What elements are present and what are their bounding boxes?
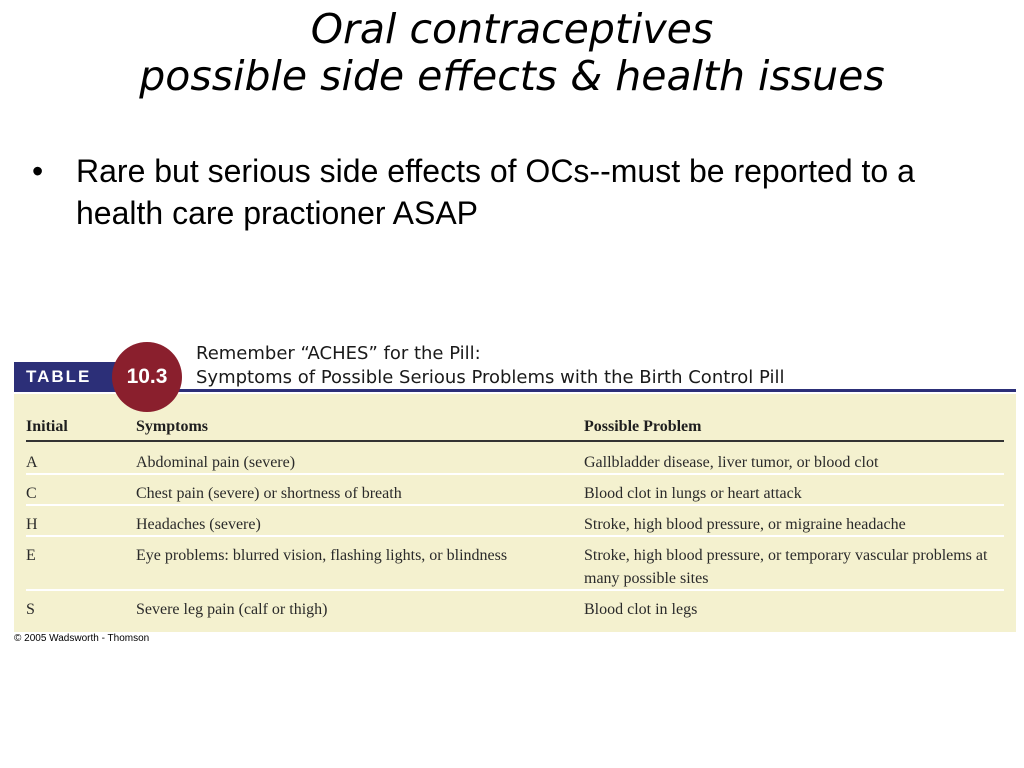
slide-title-line-1: Oral contraceptives [310, 5, 714, 53]
cell-initial: A [26, 454, 38, 471]
table-row [26, 591, 1004, 622]
cell-problem: Blood clot in legs [584, 601, 698, 618]
slide-title-line-2: possible side effects & health issues [139, 52, 885, 100]
header-divider [26, 440, 1004, 442]
table-figure [14, 340, 1016, 646]
cell-symptom: Severe leg pain (calf or thigh) [136, 601, 328, 618]
table-row [26, 537, 1004, 591]
table-row [26, 444, 1004, 475]
bullet-item [28, 150, 968, 234]
cell-initial: C [26, 485, 37, 502]
cell-symptom: Eye problems: blurred vision, flashing lights, or blindness [136, 547, 508, 564]
cell-symptom: Chest pain (severe) or shortness of breath [136, 485, 402, 502]
cell-problem: Blood clot in lungs or heart attack [584, 485, 802, 502]
table-number-badge: 10.3 [112, 342, 182, 412]
cell-symptom: Abdominal pain (severe) [136, 454, 296, 471]
table-body [14, 394, 1016, 632]
table-row [26, 475, 1004, 506]
copyright-notice: © 2005 Wadsworth - Thomson [14, 633, 150, 644]
table-row [26, 506, 1004, 537]
bullet-text: Rare but serious side effects of OCs--must be reported to a health care practioner ASAP [76, 153, 915, 231]
bullet-list [28, 150, 968, 234]
table-caption-line-2: Symptoms of Possible Serious Problems with the Birth Control Pill [196, 367, 785, 388]
cell-symptom: Headaches (severe) [136, 516, 261, 533]
bullet-icon: • [32, 153, 44, 189]
slide-title [0, 6, 1024, 100]
table-caption [196, 342, 785, 390]
cell-initial: E [26, 547, 36, 564]
table-figure-header [14, 340, 1016, 394]
column-header-symptoms: Symptoms [136, 418, 209, 435]
column-header-initial: Initial [26, 418, 68, 435]
cell-problem: Gallbladder disease, liver tumor, or blood clot [584, 454, 879, 471]
table-tag: TABLE [14, 362, 126, 392]
cell-problem: Stroke, high blood pressure, or migraine headache [584, 516, 906, 533]
cell-problem: Stroke, high blood pressure, or temporary vascular problems at many possible sites [584, 547, 988, 587]
cell-initial: H [26, 516, 38, 533]
table-caption-line-1: Remember “ACHES” for the Pill: [196, 343, 481, 364]
column-header-possible-problem: Possible Problem [584, 418, 702, 435]
cell-initial: S [26, 601, 35, 618]
